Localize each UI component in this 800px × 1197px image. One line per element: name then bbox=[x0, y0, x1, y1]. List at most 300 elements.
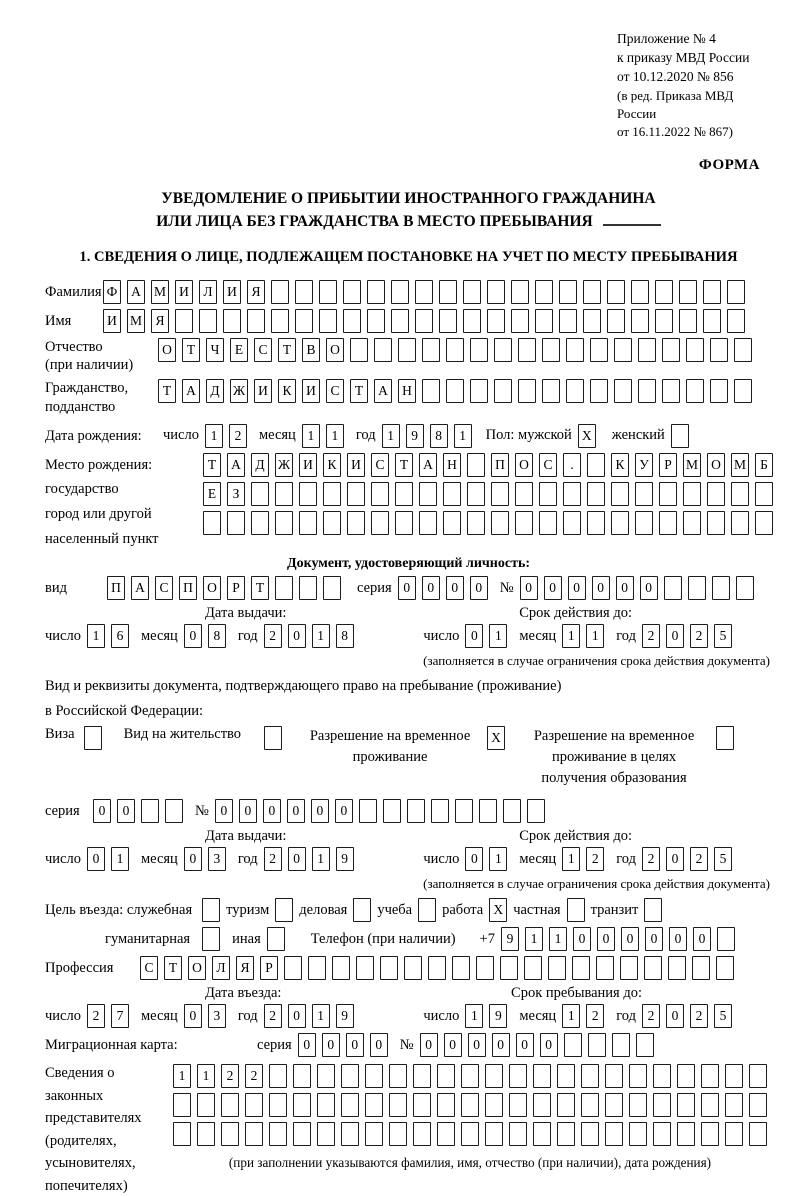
char-box[interactable] bbox=[365, 1093, 383, 1117]
char-box[interactable] bbox=[319, 309, 337, 333]
char-box[interactable] bbox=[476, 956, 494, 980]
char-box[interactable] bbox=[284, 956, 302, 980]
char-box[interactable]: Л bbox=[212, 956, 230, 980]
char-box[interactable] bbox=[422, 338, 440, 362]
char-box[interactable] bbox=[371, 511, 389, 535]
char-box[interactable] bbox=[485, 1122, 503, 1146]
char-box[interactable]: 0 bbox=[465, 847, 483, 871]
char-box[interactable]: 0 bbox=[322, 1033, 340, 1057]
char-box[interactable] bbox=[629, 1093, 647, 1117]
char-box[interactable] bbox=[635, 482, 653, 506]
char-box[interactable] bbox=[587, 453, 605, 477]
char-box[interactable]: С bbox=[539, 453, 557, 477]
char-box[interactable] bbox=[659, 482, 677, 506]
char-box[interactable] bbox=[404, 956, 422, 980]
char-box[interactable] bbox=[173, 1093, 191, 1117]
char-box[interactable]: 2 bbox=[690, 624, 708, 648]
char-box[interactable] bbox=[293, 1093, 311, 1117]
char-box[interactable]: 1 bbox=[205, 424, 223, 448]
char-box[interactable] bbox=[749, 1093, 767, 1117]
char-box[interactable]: К bbox=[323, 453, 341, 477]
char-box[interactable] bbox=[653, 1122, 671, 1146]
char-box[interactable]: 0 bbox=[346, 1033, 364, 1057]
char-box[interactable] bbox=[494, 338, 512, 362]
char-box[interactable] bbox=[564, 1033, 582, 1057]
char-box[interactable] bbox=[415, 280, 433, 304]
char-box[interactable]: Р bbox=[227, 576, 245, 600]
char-box[interactable] bbox=[264, 726, 282, 750]
char-box[interactable] bbox=[701, 1093, 719, 1117]
char-box[interactable] bbox=[341, 1064, 359, 1088]
char-box[interactable] bbox=[398, 338, 416, 362]
char-box[interactable]: Д bbox=[251, 453, 269, 477]
char-box[interactable] bbox=[293, 1064, 311, 1088]
char-box[interactable] bbox=[686, 338, 704, 362]
char-box[interactable] bbox=[343, 309, 361, 333]
char-box[interactable] bbox=[356, 956, 374, 980]
char-box[interactable] bbox=[703, 309, 721, 333]
char-box[interactable]: 0 bbox=[422, 576, 440, 600]
char-box[interactable] bbox=[461, 1122, 479, 1146]
char-box[interactable]: 2 bbox=[642, 1004, 660, 1028]
char-box[interactable] bbox=[271, 309, 289, 333]
char-box[interactable]: X bbox=[489, 898, 507, 922]
char-box[interactable]: 9 bbox=[489, 1004, 507, 1028]
char-box[interactable]: 2 bbox=[586, 847, 604, 871]
char-box[interactable] bbox=[583, 309, 601, 333]
char-box[interactable]: Б bbox=[755, 453, 773, 477]
char-box[interactable] bbox=[677, 1064, 695, 1088]
char-box[interactable] bbox=[223, 309, 241, 333]
char-box[interactable]: О bbox=[188, 956, 206, 980]
char-box[interactable]: С bbox=[371, 453, 389, 477]
char-box[interactable] bbox=[299, 576, 317, 600]
char-box[interactable] bbox=[175, 309, 193, 333]
char-box[interactable] bbox=[299, 482, 317, 506]
char-box[interactable] bbox=[245, 1122, 263, 1146]
char-box[interactable] bbox=[703, 280, 721, 304]
char-box[interactable]: 0 bbox=[420, 1033, 438, 1057]
char-box[interactable]: И bbox=[175, 280, 193, 304]
char-box[interactable] bbox=[389, 1122, 407, 1146]
char-box[interactable] bbox=[479, 799, 497, 823]
char-box[interactable] bbox=[581, 1064, 599, 1088]
char-box[interactable] bbox=[644, 898, 662, 922]
char-box[interactable]: 8 bbox=[430, 424, 448, 448]
char-box[interactable] bbox=[668, 956, 686, 980]
char-box[interactable]: С bbox=[326, 379, 344, 403]
char-box[interactable] bbox=[503, 799, 521, 823]
char-box[interactable] bbox=[511, 309, 529, 333]
char-box[interactable]: 5 bbox=[714, 624, 732, 648]
char-box[interactable] bbox=[725, 1093, 743, 1117]
char-box[interactable]: Н bbox=[443, 453, 461, 477]
char-box[interactable] bbox=[701, 1122, 719, 1146]
char-box[interactable]: Я bbox=[151, 309, 169, 333]
char-box[interactable] bbox=[299, 511, 317, 535]
char-box[interactable] bbox=[631, 280, 649, 304]
char-box[interactable] bbox=[323, 576, 341, 600]
char-box[interactable] bbox=[567, 898, 585, 922]
char-box[interactable]: 0 bbox=[288, 847, 306, 871]
char-box[interactable]: Т bbox=[158, 379, 176, 403]
char-box[interactable] bbox=[437, 1093, 455, 1117]
char-box[interactable] bbox=[275, 576, 293, 600]
char-box[interactable] bbox=[712, 576, 730, 600]
char-box[interactable] bbox=[413, 1093, 431, 1117]
char-box[interactable]: 1 bbox=[525, 927, 543, 951]
char-box[interactable] bbox=[353, 898, 371, 922]
char-box[interactable]: Е bbox=[203, 482, 221, 506]
char-box[interactable] bbox=[581, 1093, 599, 1117]
char-box[interactable] bbox=[533, 1093, 551, 1117]
char-box[interactable] bbox=[227, 511, 245, 535]
char-box[interactable] bbox=[638, 338, 656, 362]
char-box[interactable]: Т bbox=[182, 338, 200, 362]
char-box[interactable] bbox=[731, 482, 749, 506]
char-box[interactable]: 0 bbox=[468, 1033, 486, 1057]
char-box[interactable] bbox=[677, 1093, 695, 1117]
char-box[interactable]: П bbox=[107, 576, 125, 600]
char-box[interactable] bbox=[542, 379, 560, 403]
char-box[interactable]: В bbox=[302, 338, 320, 362]
char-box[interactable] bbox=[749, 1064, 767, 1088]
char-box[interactable] bbox=[275, 482, 293, 506]
char-box[interactable] bbox=[389, 1064, 407, 1088]
char-box[interactable] bbox=[679, 309, 697, 333]
char-box[interactable] bbox=[269, 1093, 287, 1117]
char-box[interactable] bbox=[664, 576, 682, 600]
char-box[interactable] bbox=[716, 956, 734, 980]
char-box[interactable] bbox=[245, 1093, 263, 1117]
char-box[interactable]: И bbox=[299, 453, 317, 477]
char-box[interactable]: 0 bbox=[520, 576, 538, 600]
char-box[interactable] bbox=[365, 1122, 383, 1146]
char-box[interactable]: 0 bbox=[465, 624, 483, 648]
char-box[interactable] bbox=[636, 1033, 654, 1057]
char-box[interactable] bbox=[677, 1122, 695, 1146]
char-box[interactable]: С bbox=[140, 956, 158, 980]
char-box[interactable] bbox=[173, 1122, 191, 1146]
char-box[interactable] bbox=[653, 1064, 671, 1088]
char-box[interactable]: 2 bbox=[264, 847, 282, 871]
char-box[interactable]: 2 bbox=[245, 1064, 263, 1088]
char-box[interactable] bbox=[422, 379, 440, 403]
char-box[interactable]: Т bbox=[350, 379, 368, 403]
char-box[interactable]: Л bbox=[199, 280, 217, 304]
char-box[interactable]: 5 bbox=[714, 1004, 732, 1028]
char-box[interactable]: 1 bbox=[454, 424, 472, 448]
char-box[interactable]: Ж bbox=[275, 453, 293, 477]
char-box[interactable] bbox=[749, 1122, 767, 1146]
char-box[interactable] bbox=[485, 1064, 503, 1088]
char-box[interactable]: 2 bbox=[87, 1004, 105, 1028]
char-box[interactable]: 0 bbox=[87, 847, 105, 871]
char-box[interactable] bbox=[683, 482, 701, 506]
char-box[interactable] bbox=[701, 1064, 719, 1088]
char-box[interactable]: Т bbox=[164, 956, 182, 980]
char-box[interactable]: 9 bbox=[336, 1004, 354, 1028]
char-box[interactable]: Р bbox=[659, 453, 677, 477]
char-box[interactable] bbox=[607, 309, 625, 333]
char-box[interactable]: Ч bbox=[206, 338, 224, 362]
char-box[interactable]: Я bbox=[236, 956, 254, 980]
char-box[interactable] bbox=[539, 511, 557, 535]
char-box[interactable]: 2 bbox=[690, 1004, 708, 1028]
char-box[interactable] bbox=[725, 1122, 743, 1146]
char-box[interactable] bbox=[295, 309, 313, 333]
char-box[interactable]: Т bbox=[395, 453, 413, 477]
char-box[interactable] bbox=[620, 956, 638, 980]
char-box[interactable]: X bbox=[578, 424, 596, 448]
char-box[interactable]: 0 bbox=[693, 927, 711, 951]
char-box[interactable] bbox=[341, 1093, 359, 1117]
char-box[interactable]: 1 bbox=[562, 1004, 580, 1028]
char-box[interactable] bbox=[407, 799, 425, 823]
char-box[interactable]: М bbox=[683, 453, 701, 477]
char-box[interactable]: 0 bbox=[93, 799, 111, 823]
char-box[interactable]: 0 bbox=[288, 1004, 306, 1028]
char-box[interactable]: П bbox=[491, 453, 509, 477]
char-box[interactable]: З bbox=[227, 482, 245, 506]
char-box[interactable]: М bbox=[127, 309, 145, 333]
char-box[interactable] bbox=[655, 309, 673, 333]
char-box[interactable] bbox=[413, 1064, 431, 1088]
char-box[interactable]: И bbox=[347, 453, 365, 477]
char-box[interactable]: 1 bbox=[197, 1064, 215, 1088]
char-box[interactable]: 0 bbox=[298, 1033, 316, 1057]
char-box[interactable] bbox=[251, 511, 269, 535]
char-box[interactable] bbox=[437, 1122, 455, 1146]
char-box[interactable] bbox=[308, 956, 326, 980]
char-box[interactable]: Ж bbox=[230, 379, 248, 403]
char-box[interactable] bbox=[293, 1122, 311, 1146]
char-box[interactable]: 0 bbox=[215, 799, 233, 823]
char-box[interactable]: 0 bbox=[239, 799, 257, 823]
char-box[interactable]: 0 bbox=[184, 847, 202, 871]
char-box[interactable]: 9 bbox=[501, 927, 519, 951]
char-box[interactable] bbox=[470, 338, 488, 362]
char-box[interactable]: 2 bbox=[264, 1004, 282, 1028]
char-box[interactable] bbox=[271, 280, 289, 304]
char-box[interactable] bbox=[395, 482, 413, 506]
char-box[interactable]: 1 bbox=[382, 424, 400, 448]
char-box[interactable] bbox=[391, 309, 409, 333]
char-box[interactable]: 0 bbox=[492, 1033, 510, 1057]
char-box[interactable] bbox=[452, 956, 470, 980]
char-box[interactable]: Е bbox=[230, 338, 248, 362]
char-box[interactable]: Т bbox=[251, 576, 269, 600]
char-box[interactable] bbox=[659, 511, 677, 535]
char-box[interactable] bbox=[275, 511, 293, 535]
char-box[interactable]: 0 bbox=[540, 1033, 558, 1057]
char-box[interactable]: Н bbox=[398, 379, 416, 403]
char-box[interactable] bbox=[347, 511, 365, 535]
char-box[interactable] bbox=[367, 280, 385, 304]
char-box[interactable] bbox=[605, 1093, 623, 1117]
char-box[interactable] bbox=[557, 1064, 575, 1088]
char-box[interactable]: 0 bbox=[184, 1004, 202, 1028]
char-box[interactable] bbox=[686, 379, 704, 403]
char-box[interactable]: 0 bbox=[516, 1033, 534, 1057]
char-box[interactable] bbox=[500, 956, 518, 980]
char-box[interactable]: 1 bbox=[312, 624, 330, 648]
char-box[interactable] bbox=[527, 799, 545, 823]
char-box[interactable] bbox=[611, 511, 629, 535]
char-box[interactable] bbox=[688, 576, 706, 600]
char-box[interactable] bbox=[431, 799, 449, 823]
char-box[interactable] bbox=[247, 309, 265, 333]
char-box[interactable]: 0 bbox=[544, 576, 562, 600]
char-box[interactable]: С bbox=[254, 338, 272, 362]
char-box[interactable]: 0 bbox=[568, 576, 586, 600]
char-box[interactable] bbox=[727, 309, 745, 333]
char-box[interactable] bbox=[269, 1122, 287, 1146]
char-box[interactable] bbox=[731, 511, 749, 535]
char-box[interactable] bbox=[428, 956, 446, 980]
char-box[interactable] bbox=[197, 1122, 215, 1146]
char-box[interactable] bbox=[419, 482, 437, 506]
char-box[interactable] bbox=[533, 1064, 551, 1088]
char-box[interactable]: М bbox=[151, 280, 169, 304]
char-box[interactable]: 9 bbox=[406, 424, 424, 448]
char-box[interactable] bbox=[587, 482, 605, 506]
char-box[interactable]: 1 bbox=[312, 1004, 330, 1028]
char-box[interactable] bbox=[84, 726, 102, 750]
char-box[interactable] bbox=[635, 511, 653, 535]
char-box[interactable] bbox=[463, 309, 481, 333]
char-box[interactable] bbox=[317, 1122, 335, 1146]
char-box[interactable] bbox=[323, 511, 341, 535]
char-box[interactable]: К bbox=[278, 379, 296, 403]
char-box[interactable] bbox=[203, 511, 221, 535]
char-box[interactable] bbox=[655, 280, 673, 304]
char-box[interactable]: Т bbox=[278, 338, 296, 362]
char-box[interactable]: 1 bbox=[489, 624, 507, 648]
char-box[interactable] bbox=[317, 1064, 335, 1088]
char-box[interactable] bbox=[295, 280, 313, 304]
char-box[interactable] bbox=[515, 511, 533, 535]
char-box[interactable]: 0 bbox=[592, 576, 610, 600]
char-box[interactable] bbox=[588, 1033, 606, 1057]
char-box[interactable]: А bbox=[419, 453, 437, 477]
char-box[interactable] bbox=[755, 511, 773, 535]
char-box[interactable] bbox=[605, 1122, 623, 1146]
char-box[interactable]: К bbox=[611, 453, 629, 477]
char-box[interactable] bbox=[380, 956, 398, 980]
char-box[interactable] bbox=[590, 338, 608, 362]
char-box[interactable] bbox=[692, 956, 710, 980]
char-box[interactable] bbox=[365, 1064, 383, 1088]
char-box[interactable] bbox=[566, 379, 584, 403]
char-box[interactable]: 0 bbox=[446, 576, 464, 600]
char-box[interactable]: О bbox=[707, 453, 725, 477]
char-box[interactable]: 1 bbox=[562, 624, 580, 648]
char-box[interactable]: 2 bbox=[642, 847, 660, 871]
char-box[interactable] bbox=[671, 424, 689, 448]
char-box[interactable]: П bbox=[179, 576, 197, 600]
char-box[interactable] bbox=[734, 379, 752, 403]
char-box[interactable] bbox=[323, 482, 341, 506]
char-box[interactable]: О bbox=[203, 576, 221, 600]
char-box[interactable] bbox=[587, 511, 605, 535]
char-box[interactable] bbox=[572, 956, 590, 980]
char-box[interactable] bbox=[590, 379, 608, 403]
char-box[interactable] bbox=[511, 280, 529, 304]
char-box[interactable]: И bbox=[254, 379, 272, 403]
char-box[interactable] bbox=[566, 338, 584, 362]
char-box[interactable] bbox=[725, 1064, 743, 1088]
char-box[interactable] bbox=[535, 280, 553, 304]
char-box[interactable] bbox=[383, 799, 401, 823]
char-box[interactable] bbox=[717, 927, 735, 951]
char-box[interactable]: Т bbox=[203, 453, 221, 477]
char-box[interactable] bbox=[455, 799, 473, 823]
char-box[interactable]: О bbox=[326, 338, 344, 362]
char-box[interactable]: Я bbox=[247, 280, 265, 304]
char-box[interactable] bbox=[563, 511, 581, 535]
char-box[interactable] bbox=[644, 956, 662, 980]
char-box[interactable] bbox=[467, 482, 485, 506]
char-box[interactable] bbox=[614, 379, 632, 403]
char-box[interactable] bbox=[557, 1122, 575, 1146]
char-box[interactable] bbox=[662, 338, 680, 362]
char-box[interactable]: А bbox=[374, 379, 392, 403]
char-box[interactable] bbox=[317, 1093, 335, 1117]
char-box[interactable]: 9 bbox=[336, 847, 354, 871]
char-box[interactable]: 0 bbox=[287, 799, 305, 823]
char-box[interactable] bbox=[267, 927, 285, 951]
char-box[interactable]: 8 bbox=[208, 624, 226, 648]
char-box[interactable]: 0 bbox=[666, 1004, 684, 1028]
char-box[interactable]: 7 bbox=[111, 1004, 129, 1028]
char-box[interactable] bbox=[563, 482, 581, 506]
char-box[interactable]: . bbox=[563, 453, 581, 477]
char-box[interactable] bbox=[662, 379, 680, 403]
char-box[interactable] bbox=[614, 338, 632, 362]
char-box[interactable] bbox=[710, 379, 728, 403]
char-box[interactable]: 3 bbox=[208, 847, 226, 871]
char-box[interactable] bbox=[199, 309, 217, 333]
char-box[interactable] bbox=[343, 280, 361, 304]
char-box[interactable] bbox=[439, 280, 457, 304]
char-box[interactable] bbox=[707, 511, 725, 535]
char-box[interactable]: О bbox=[515, 453, 533, 477]
char-box[interactable] bbox=[491, 482, 509, 506]
char-box[interactable] bbox=[419, 511, 437, 535]
char-box[interactable] bbox=[491, 511, 509, 535]
char-box[interactable]: О bbox=[158, 338, 176, 362]
char-box[interactable]: 2 bbox=[264, 624, 282, 648]
char-box[interactable]: Р bbox=[260, 956, 278, 980]
char-box[interactable] bbox=[683, 511, 701, 535]
char-box[interactable]: 0 bbox=[616, 576, 634, 600]
char-box[interactable] bbox=[716, 726, 734, 750]
char-box[interactable] bbox=[559, 309, 577, 333]
char-box[interactable] bbox=[539, 482, 557, 506]
char-box[interactable] bbox=[494, 379, 512, 403]
char-box[interactable] bbox=[443, 511, 461, 535]
char-box[interactable] bbox=[487, 280, 505, 304]
char-box[interactable] bbox=[446, 338, 464, 362]
char-box[interactable] bbox=[269, 1064, 287, 1088]
char-box[interactable]: 1 bbox=[549, 927, 567, 951]
char-box[interactable] bbox=[350, 338, 368, 362]
char-box[interactable]: 1 bbox=[562, 847, 580, 871]
char-box[interactable] bbox=[389, 1093, 407, 1117]
char-box[interactable] bbox=[548, 956, 566, 980]
char-box[interactable] bbox=[439, 309, 457, 333]
